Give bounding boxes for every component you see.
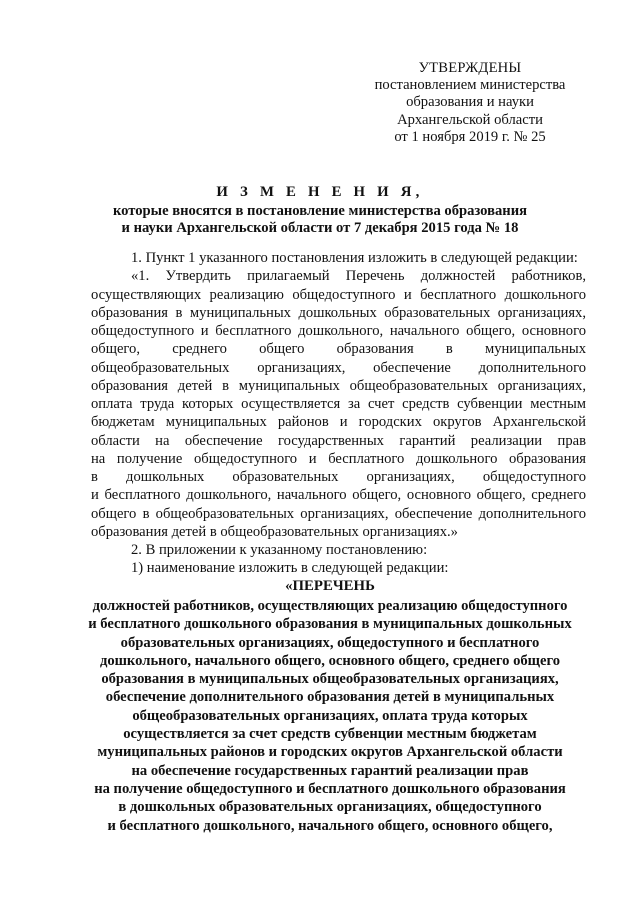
approval-line: постановлением министерства <box>374 77 566 94</box>
changes-subtitle-line: которые вносятся в постановление министерства образования <box>112 203 528 219</box>
body-line: образования детей в общеобразовательных организациях.» <box>91 523 458 540</box>
body-line: образования в муниципальных дошкольных образовательных организациях, <box>91 304 586 321</box>
body-line: в дошкольных образовательных организациях, общедоступного <box>91 469 586 485</box>
list-title-line: и бесплатного дошкольного образования в муниципальных дошкольных <box>88 616 572 633</box>
body-line: бюджетам муниципальных районов и городских округов Архангельской <box>91 414 586 431</box>
list-title-line: в дошкольных образовательных организациях, общедоступного <box>118 799 542 816</box>
list-title-line: на обеспечение государственных гарантий реализации прав <box>131 762 529 779</box>
document-body <box>91 250 586 579</box>
paragraph-3: 1) наименование изложить в следующей редакции: <box>131 560 449 577</box>
body-line: образования детей в муниципальных общеобразовательных организациях, <box>91 377 586 394</box>
changes-header <box>80 184 560 238</box>
list-title-heading: «ПЕРЕЧЕНЬ <box>285 578 375 594</box>
list-title-line: и бесплатного дошкольного, начального общего, основного общего, <box>107 817 553 834</box>
body-line: общего в общеобразовательных организациях, обеспечение дополнительного <box>91 505 586 522</box>
changes-subtitle-line: и науки Архангельской области от 7 декабря 2015 года № 18 <box>121 220 519 237</box>
body-line: общедоступного и бесплатного дошкольного, начального общего, основного <box>91 323 586 339</box>
body-line: осуществляющих реализацию общедоступного и бесплатного дошкольного <box>91 286 586 303</box>
body-line: оплата труда которых осуществляется за счет средств субвенции местным <box>91 396 586 412</box>
list-title-line: общеобразовательных организациях, оплата труда которых <box>132 707 528 724</box>
list-title-line: осуществляется за счет средств субвенции местным бюджетам <box>123 726 537 743</box>
list-title-line: обеспечение дополнительного образования детей в муниципальных <box>105 689 555 706</box>
paragraph-1-intro: 1. Пункт 1 указанного постановления изложить в следующей редакции: <box>131 250 578 266</box>
body-line: на получение общедоступного и бесплатного дошкольного образования <box>91 450 586 467</box>
list-title-line: на получение общедоступного и бесплатного дошкольного образования <box>94 780 566 797</box>
list-title-line: должностей работников, осуществляющих реализацию общедоступного <box>92 598 568 614</box>
list-title-line: муниципальных районов и городских округов Архангельской области <box>97 744 563 761</box>
list-title-block <box>80 578 580 836</box>
body-line: и бесплатного дошкольного, начального общего, основного общего, среднего <box>91 487 586 504</box>
body-line: области на обеспечение государственных гарантий реализации прав <box>91 432 586 449</box>
body-line: «1. Утвердить прилагаемый Перечень должностей работников, <box>131 268 586 285</box>
list-title-line: дошкольного, начального общего, основного общего, среднего общего <box>99 652 561 669</box>
approval-heading: УТВЕРЖДЕНЫ <box>418 60 522 76</box>
approval-line: от 1 ноября 2019 г. № 25 <box>394 128 546 145</box>
body-line: общего, среднего общего образования в муниципальных <box>91 341 586 358</box>
list-title-line: образовательных организациях, общедоступного и бесплатного <box>120 634 540 651</box>
changes-title: И З М Е Н Е Н И Я, <box>216 184 424 200</box>
paragraph-2: 2. В приложении к указанному постановлению: <box>131 542 428 558</box>
list-title-line: образования в муниципальных общеобразовательных организациях, <box>101 671 559 688</box>
approval-line: образования и науки <box>406 94 534 111</box>
body-line: общеобразовательных организациях, обеспечение дополнительного <box>91 359 586 376</box>
approval-stamp <box>350 60 590 146</box>
approval-line: Архангельской области <box>397 111 543 128</box>
